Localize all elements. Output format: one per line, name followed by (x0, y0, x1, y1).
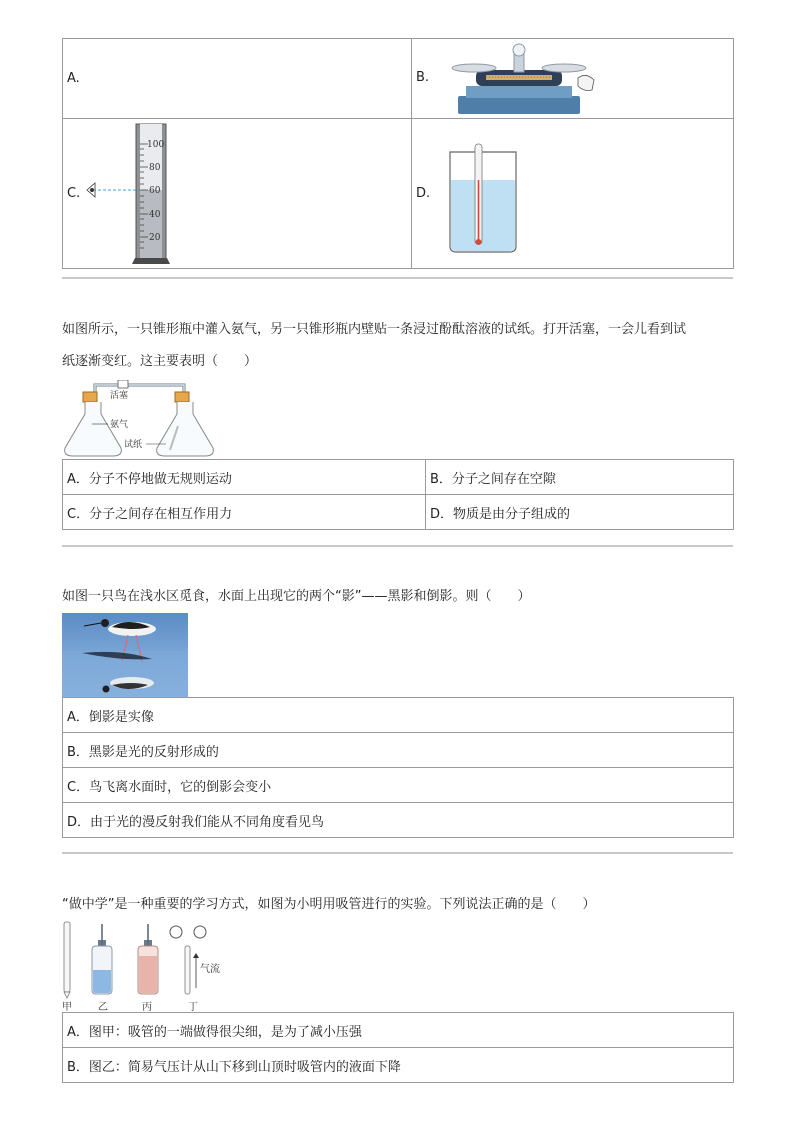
cylinder-tick-60: 60 (149, 185, 161, 196)
q1-options-table (62, 38, 734, 269)
thermometer-beaker-image (446, 120, 526, 268)
q3-option-d[interactable]: D．由于光的漫反射我们能从不同角度看见鸟 (63, 803, 734, 838)
q1-option-a[interactable] (63, 39, 412, 119)
q2-flask-apparatus-image (62, 380, 242, 460)
q2-option-a[interactable]: A．分子不停地做无规则运动 (63, 460, 426, 495)
separator-2 (62, 545, 733, 547)
label-bing: 丙 (142, 1002, 152, 1012)
q3-option-b[interactable]: B．黑影是光的反射形成的 (63, 733, 734, 768)
label-ding: 丁 (188, 1002, 198, 1012)
valve-icon (118, 380, 128, 388)
q3-stem: 如图一只鸟在浅水区觅食，水面上出现它的两个“影”——黑影和倒影。则（ ） (62, 589, 531, 604)
graduated-cylinder-image (85, 120, 185, 268)
airflow-label: 气流 (200, 964, 220, 975)
q4-straw-experiment-image (58, 920, 238, 1012)
q4-option-b[interactable]: B．图乙：简易气压计从山下移到山顶时吸管内的液面下降 (63, 1048, 734, 1083)
q4-option-a[interactable]: A．图甲：吸管的一端做得很尖细，是为了减小压强 (63, 1013, 734, 1048)
q1-option-b-label: B. (416, 69, 430, 85)
q3-option-a[interactable]: A．倒影是实像 (63, 698, 734, 733)
balance-scale-image (446, 40, 596, 118)
label-yi: 乙 (98, 1002, 108, 1012)
cylinder-tick-40: 40 (149, 209, 161, 220)
q3-option-c[interactable]: C．鸟飞离水面时，它的倒影会变小 (63, 768, 734, 803)
q3-bird-photo (62, 613, 188, 697)
q4-options-table (62, 1012, 734, 1083)
cylinder-tick-100: 100 (147, 139, 165, 150)
q1-option-c[interactable] (63, 119, 412, 269)
q2-stem-line1: 如图所示，一只锥形瓶中灌入氨气，另一只锥形瓶内壁贴一条浸过酚酞溶液的试纸。打开活塞，一会儿看到试 (62, 322, 687, 337)
cylinder-tick-80: 80 (149, 162, 161, 173)
q3-options-table (62, 697, 734, 838)
separator-3 (62, 852, 733, 854)
q2-option-c[interactable]: C．分子之间存在相互作用力 (63, 495, 426, 530)
gas-label: 氨气 (110, 420, 129, 430)
valve-label: 活塞 (110, 391, 129, 401)
q1-option-d[interactable] (412, 119, 734, 269)
q2-options-table (62, 459, 734, 530)
label-jia: 甲 (62, 1002, 72, 1012)
q4-stem: “做中学”是一种重要的学习方式，如图为小明用吸管进行的实验。下列说法正确的是（ ） (62, 897, 596, 912)
q1-option-a-label: A. (67, 71, 80, 86)
paper-label: 试纸 (124, 440, 143, 450)
q1-option-b[interactable] (412, 39, 734, 119)
q2-stem-line2: 纸逐渐变红。这主要表明（ ） (62, 354, 258, 369)
q1-option-d-label: D. (416, 185, 431, 201)
q1-option-c-label: C. (67, 185, 81, 201)
q2-option-b[interactable]: B．分子之间存在空隙 (426, 460, 734, 495)
q2-option-d[interactable]: D．物质是由分子组成的 (426, 495, 734, 530)
separator-1 (62, 277, 733, 279)
cylinder-tick-20: 20 (149, 232, 161, 243)
